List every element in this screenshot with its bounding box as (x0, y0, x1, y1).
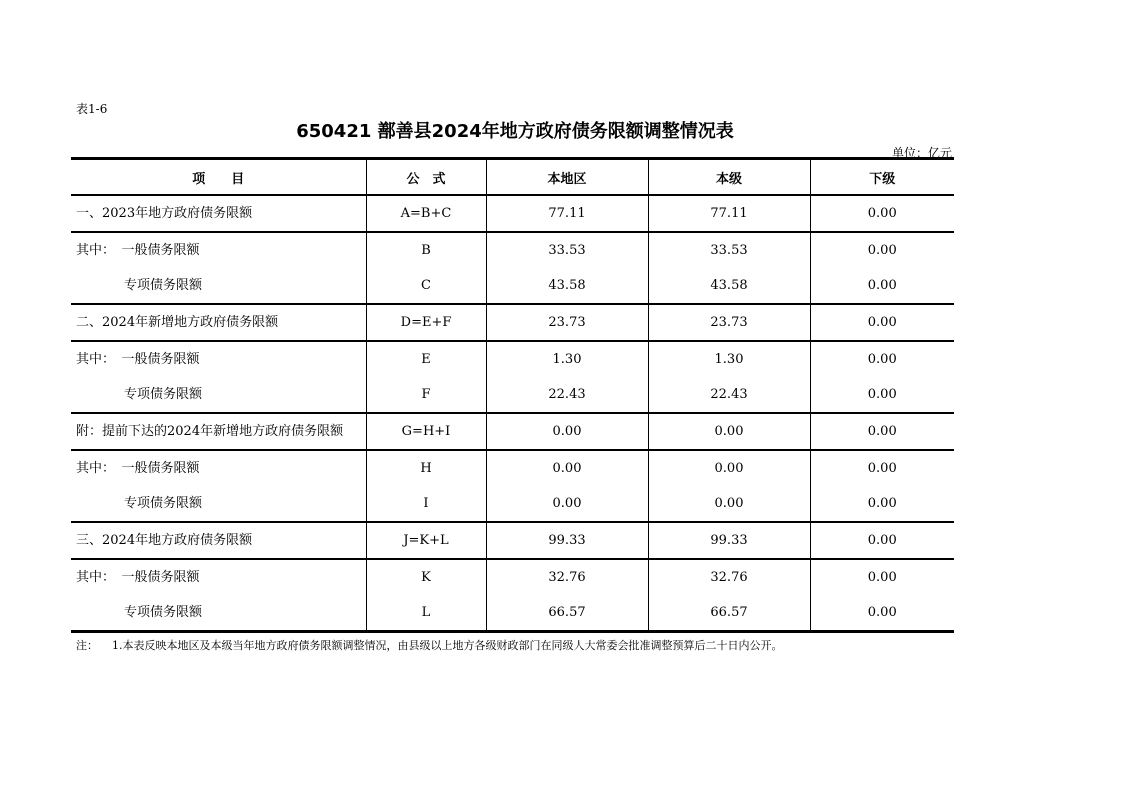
row-own-level-value: 1.30 (648, 341, 810, 377)
row-lower-level-value: 0.00 (810, 413, 954, 450)
footnote-text: 1.本表反映本地区及本级当年地方政府债务限额调整情况，由县级以上地方各级财政部门在同级人大常委会批准调整预算后二十日内公开。 (112, 639, 783, 652)
table-row (71, 559, 954, 595)
row-region-value: 1.30 (486, 341, 648, 377)
column-header-item: 项 目 (71, 159, 366, 196)
row-item: 专项债务限额 (124, 386, 203, 402)
row-item: 专项债务限额 (124, 495, 203, 511)
table-row (71, 595, 954, 632)
row-lower-level-value: 0.00 (810, 232, 954, 268)
column-header-region: 本地区 (486, 159, 648, 196)
row-own-level-value: 43.58 (648, 268, 810, 304)
row-own-level-value: 32.76 (648, 559, 810, 595)
table-row (71, 268, 954, 304)
row-region-value: 43.58 (486, 268, 648, 304)
row-item: 一、2023年地方政府债务限额 (71, 195, 366, 232)
row-own-level-value: 0.00 (648, 486, 810, 522)
row-formula: J=K+L (366, 522, 486, 559)
row-lower-level-value: 0.00 (810, 559, 954, 595)
footnote (76, 637, 783, 653)
row-region-value: 0.00 (486, 413, 648, 450)
row-region-value: 77.11 (486, 195, 648, 232)
row-own-level-value: 33.53 (648, 232, 810, 268)
row-own-level-value: 77.11 (648, 195, 810, 232)
table-row (71, 377, 954, 413)
table-row (71, 341, 954, 377)
row-item: 其中： 一般债务限额 (71, 232, 366, 268)
row-lower-level-value: 0.00 (810, 522, 954, 559)
row-own-level-value: 0.00 (648, 450, 810, 486)
table-row (71, 522, 954, 559)
row-lower-level-value: 0.00 (810, 486, 954, 522)
row-formula: B (366, 232, 486, 268)
row-own-level-value: 99.33 (648, 522, 810, 559)
row-item: 三、2024年地方政府债务限额 (71, 522, 366, 559)
row-item: 专项债务限额 (124, 277, 203, 293)
row-lower-level-value: 0.00 (810, 450, 954, 486)
page-title: 650421 鄯善县2024年地方政府债务限额调整情况表 (296, 121, 734, 142)
row-formula: F (366, 377, 486, 413)
row-lower-level-value: 0.00 (810, 304, 954, 341)
table-row (71, 450, 954, 486)
row-formula: I (366, 486, 486, 522)
row-formula: G=H+I (366, 413, 486, 450)
row-own-level-value: 22.43 (648, 377, 810, 413)
row-region-value: 33.53 (486, 232, 648, 268)
table-row (71, 195, 954, 232)
row-lower-level-value: 0.00 (810, 595, 954, 632)
row-lower-level-value: 0.00 (810, 268, 954, 304)
row-own-level-value: 66.57 (648, 595, 810, 632)
row-item: 专项债务限额 (124, 604, 203, 620)
row-region-value: 32.76 (486, 559, 648, 595)
row-region-value: 66.57 (486, 595, 648, 632)
table-row (71, 413, 954, 450)
row-item: 其中： 一般债务限额 (71, 450, 366, 486)
row-formula: C (366, 268, 486, 304)
debt-limit-table (71, 157, 954, 633)
table-row (71, 304, 954, 341)
table-header-row (71, 159, 954, 196)
row-region-value: 0.00 (486, 450, 648, 486)
row-formula: K (366, 559, 486, 595)
row-region-value: 0.00 (486, 486, 648, 522)
footnote-label: 注： (76, 639, 98, 652)
column-header-formula: 公 式 (366, 159, 486, 196)
row-formula: D=E+F (366, 304, 486, 341)
table-row (71, 486, 954, 522)
row-own-level-value: 23.73 (648, 304, 810, 341)
row-formula: A=B+C (366, 195, 486, 232)
column-header-lower-level: 下级 (810, 159, 954, 196)
unit-label: 单位：亿元 (891, 146, 952, 160)
row-item: 其中： 一般债务限额 (71, 559, 366, 595)
row-lower-level-value: 0.00 (810, 195, 954, 232)
row-formula: L (366, 595, 486, 632)
row-own-level-value: 0.00 (648, 413, 810, 450)
row-formula: E (366, 341, 486, 377)
row-lower-level-value: 0.00 (810, 341, 954, 377)
column-header-own-level: 本级 (648, 159, 810, 196)
table-id: 表1-6 (76, 102, 108, 116)
row-formula: H (366, 450, 486, 486)
row-item: 附：提前下达的2024年新增地方政府债务限额 (71, 413, 366, 450)
row-region-value: 22.43 (486, 377, 648, 413)
table-row (71, 232, 954, 268)
row-item: 其中： 一般债务限额 (71, 341, 366, 377)
row-item: 二、2024年新增地方政府债务限额 (71, 304, 366, 341)
row-region-value: 23.73 (486, 304, 648, 341)
row-region-value: 99.33 (486, 522, 648, 559)
row-lower-level-value: 0.00 (810, 377, 954, 413)
